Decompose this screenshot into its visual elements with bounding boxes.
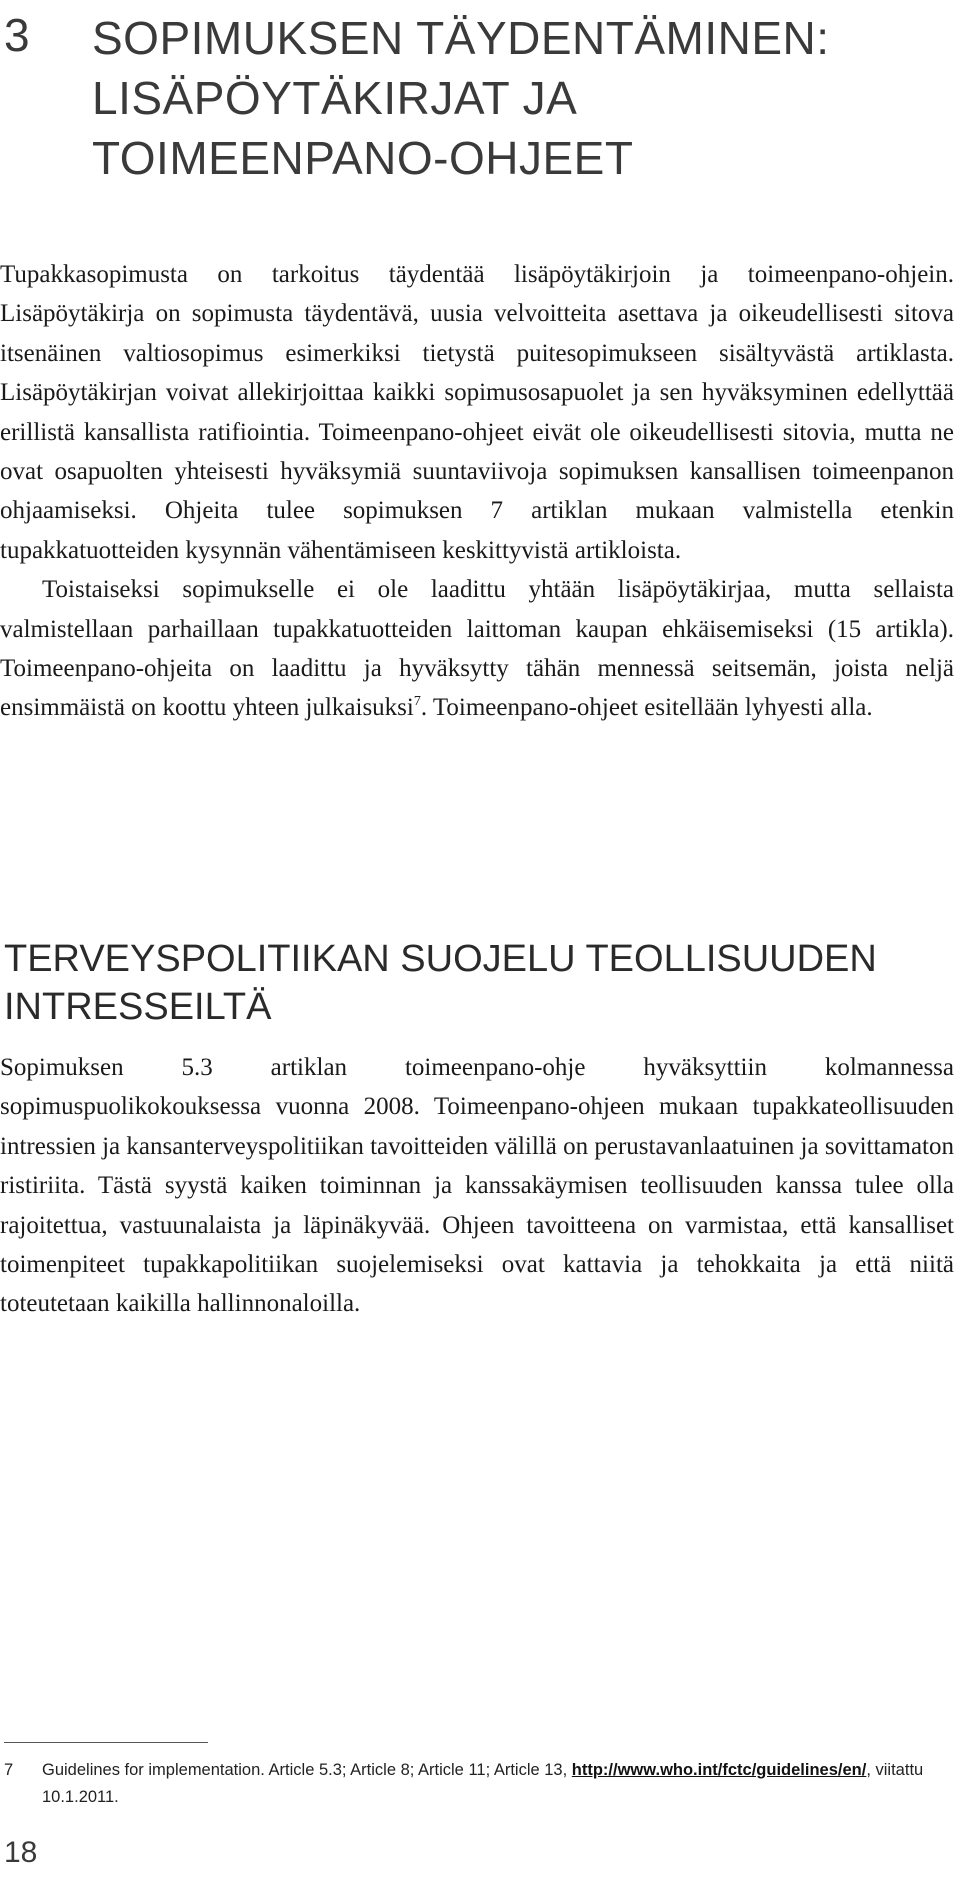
- section-heading-line-1: TERVEYSPOLITIIKAN SUOJELU TEOLLISUUDEN: [4, 938, 877, 980]
- footnote-reference: 7: [413, 694, 421, 710]
- chapter-title-line-2: LISÄPÖYTÄKIRJAT JA: [92, 72, 578, 124]
- section-heading-line-2: INTRESSEILTÄ: [4, 986, 272, 1028]
- intro-text: [0, 255, 954, 728]
- intro-paragraph-2: [0, 570, 954, 728]
- section-paragraph: Sopimuksen 5.3 artiklan toimeenpano-ohje hyväksyttiin kolmannessa sopimuspuolikokouksessa vuonna 2008. Toimeenpano-ohjeen mukaan tupakkateollisuuden intressien ja kansanterveyspolitiikan tavoitteiden välillä on perustavanlaatuinen ja sovittamaton ristiriita. Tästä syystä kaiken toiminnan ja kanssakäymisen teollisuuden kanssa tulee olla rajoitettua, vastuunalaista ja läpinäkyvää. Ohjeen tavoitteena on varmistaa, että kansalliset toimenpiteet tupakkapolitiikan suojelemiseksi ovat kattavia ja tehokkaita ja että niitä toteutetaan kaikilla hallinnonaloilla.: [0, 1054, 954, 1318]
- footnote-text-before: Guidelines for implementation. Article 5.3; Article 8; Article 11; Article 13,: [42, 1761, 572, 1779]
- intro-paragraph-2-text: Toistaiseksi sopimukselle ei ole laadittu yhtään lisäpöytäkirjaa, mutta sellaista valmistellaan parhaillaan tupakkatuotteiden laittoman kaupan ehkäisemiseksi (15 artikla). Toimeenpano-ohjeita on laadittu ja hyväksytty tähän mennessä seitsemän, joista neljä ensimmäistä on koottu yhteen julkaisuksi: [0, 576, 954, 722]
- intro-paragraph-1: Tupakkasopimusta on tarkoitus täydentää lisäpöytäkirjoin ja toimeenpano-ohjein. Lisäpöytäkirja on sopimusta täydentävä, uusia velvoitteita asettava ja oikeudellisesti sitova itsenäinen valtiosopimus esimerkiksi tietystä puitesopimukseen sisältyvästä artiklasta. Lisäpöytäkirjan voivat allekirjoittaa kaikki sopimusosapuolet ja sen hyväksyminen edellyttää erillistä kansallista ratifiointia. Toimeenpano-ohjeet eivät ole oikeudellisesti sitovia, mutta ne ovat osapuolten yhteisesti hyväksymiä suuntaviivoja sopimuksen kansallisen toimeenpanon ohjaamiseksi. Ohjeita tulee sopimuksen 7 artiklan mukaan valmistella etenkin tupakkatuotteiden kysynnän vähentämiseen keskittyvistä artikloista.: [0, 261, 954, 564]
- chapter-title-line-3: TOIMEENPANO-OHJEET: [92, 132, 634, 184]
- footnote-text-after: , viitattu 10.1.2011.: [42, 1761, 924, 1806]
- section-text: [0, 1048, 954, 1324]
- chapter-title-line-1: SOPIMUKSEN TÄYDENTÄMINEN:: [92, 12, 830, 64]
- footnote-link[interactable]: http://www.who.int/fctc/guidelines/en/: [571, 1761, 867, 1779]
- section-heading: [4, 935, 904, 1031]
- footnote-text: [42, 1757, 954, 1811]
- chapter-title: [92, 8, 912, 188]
- page-number: 18: [4, 1836, 38, 1869]
- chapter-number: 3: [4, 9, 30, 61]
- footnote-divider: [4, 1742, 208, 1743]
- footnote-number: 7: [4, 1761, 14, 1779]
- footnote: [4, 1757, 954, 1811]
- intro-paragraph-2-tail: . Toimeenpano-ohjeet esitellään lyhyesti alla.: [420, 694, 873, 722]
